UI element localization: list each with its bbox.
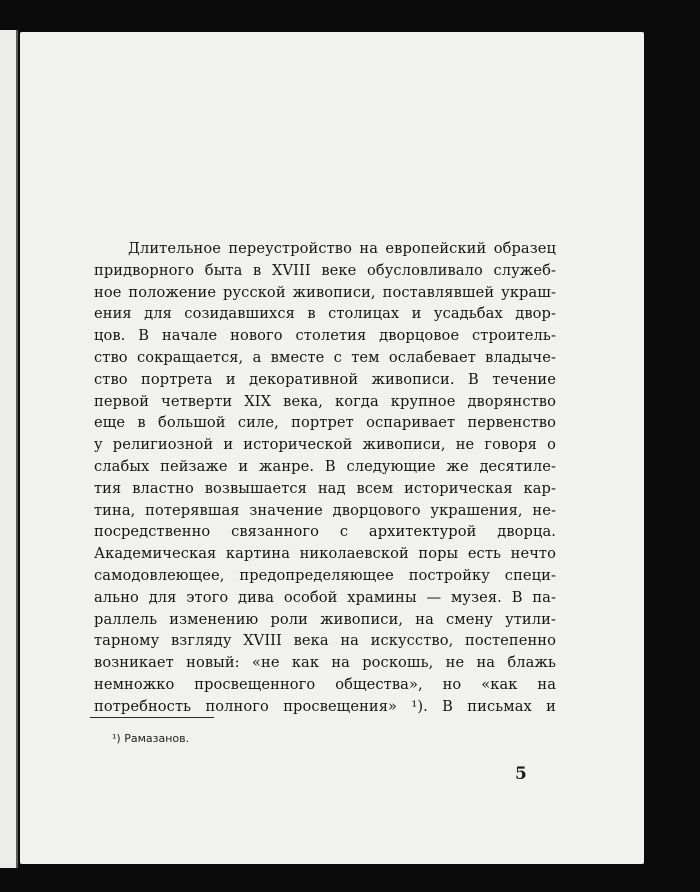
text-line: придворного быта в XVIII веке обусловливало служеб- xyxy=(94,261,556,279)
text-line: раллель изменению роли живописи, на смену утили- xyxy=(94,610,556,628)
text-line: ство портрета и декоративной живописи. В течение xyxy=(94,370,556,388)
footnote-separator xyxy=(90,717,214,718)
text-line: тарному взгляду XVIII века на искусство, постепенно xyxy=(94,632,556,650)
text-line: самодовлеющее, предопределяющее постройку специ- xyxy=(94,566,556,584)
text-line: слабых пейзаже и жанре. В следующие же десятиле- xyxy=(94,457,556,475)
text-line: немножко просвещенного общества», но «как на xyxy=(94,675,556,693)
text-line: ения для созидавшихся в столицах и усадьбах двор- xyxy=(94,305,556,323)
footnote: ¹) Рамазанов. xyxy=(112,732,190,745)
text-line: тина, потерявшая значение дворцового украшения, не- xyxy=(94,501,556,519)
text-line: Длительное переустройство на европейский образец xyxy=(128,240,556,257)
text-line: тия властно возвышается над всем историческая кар- xyxy=(94,479,556,497)
body-text xyxy=(94,238,556,718)
text-line: цов. В начале нового столетия дворцовое строитель- xyxy=(94,327,556,345)
book-page xyxy=(20,32,644,864)
text-line: ально для этого дива особой храмины — музея. В па- xyxy=(94,588,556,606)
text-line: возникает новый: «не как на роскошь, не на блажь xyxy=(94,654,556,672)
text-line: ство сокращается, а вместе с тем ослабевает владыче- xyxy=(94,348,556,366)
text-line: у религиозной и исторической живописи, не говоря о xyxy=(94,436,556,454)
text-line: первой четверти XIX века, когда крупное дворянство xyxy=(94,392,556,410)
text-line: потребность полного просвещения» ¹). В письмах и xyxy=(94,697,556,715)
text-line: ное положение русской живописи, поставлявшей украш- xyxy=(94,283,556,301)
previous-page-edge xyxy=(0,30,18,868)
text-line: Академическая картина николаевской поры есть нечто xyxy=(94,545,556,563)
text-line: посредственно связанного с архитектурой дворца. xyxy=(94,523,556,541)
page-number: 5 xyxy=(515,764,527,784)
text-line: еще в большой силе, портрет оспаривает первенство xyxy=(94,414,556,432)
